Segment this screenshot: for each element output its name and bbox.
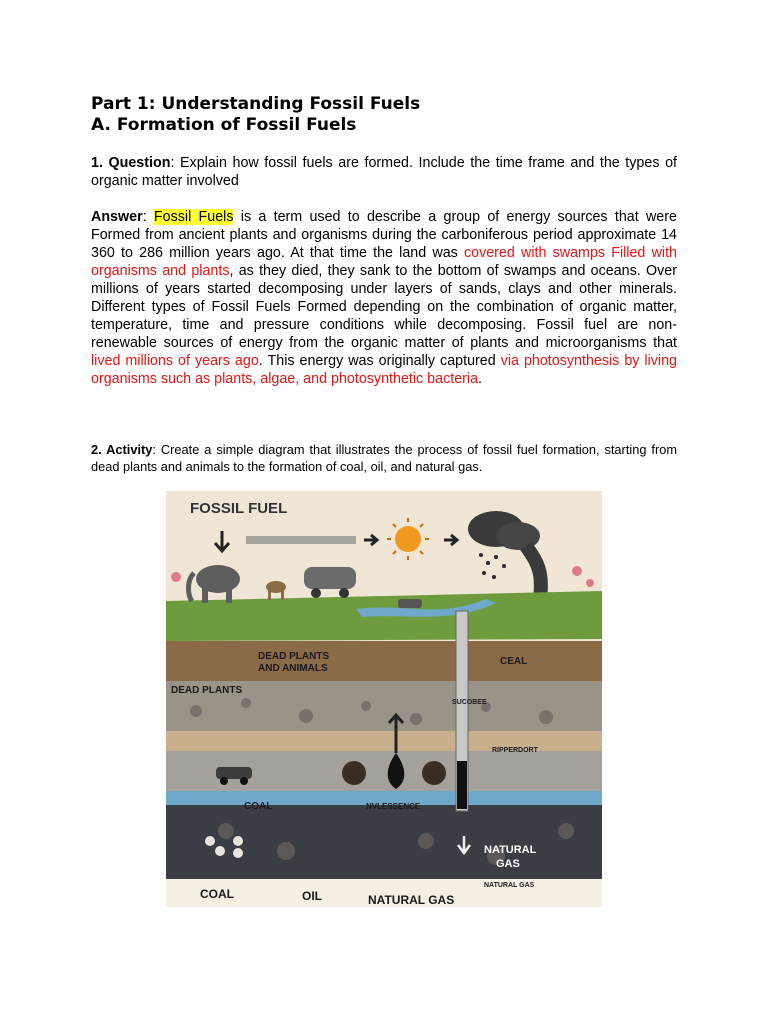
fossil-fuel-diagram [166,491,602,907]
answer-text-3: . This energy was originally captured [258,353,501,369]
label-bottom-oil: OIL [302,889,322,903]
activity-text: : Create a simple diagram that illustrates the process of fossil fuel formation, starting from dead plants and animals to the formation of coal, oil, and natural gas. [91,442,677,474]
dead-plants-animals-layer [166,641,602,681]
answer-sep: : [142,209,154,225]
label-sucobee: SUCOBEE [452,699,487,706]
label-dead-plants-animals-1: DEAD PLANTS [258,651,330,662]
section-heading: A. Formation of Fossil Fuels [91,115,357,135]
car-icon [398,599,422,608]
blurred-arrow-band [246,536,356,544]
label-ceal: CEAL [500,656,528,667]
answer-red-3: via photosynthesis by living organisms such as plants, algae, and photosynthetic bacteria [91,353,677,387]
answer-text-4: . [478,371,483,387]
diagram-title: FOSSIL FUEL [190,500,288,517]
highlighted-term: Fossil Fuels [153,209,234,225]
answer-label: Answer [91,209,143,225]
answer-text-1: is a term used to describe a group of energy sources that were Formed from ancient plants and organisms during the carboniferous period approximate 14 360 to 286 million years ago. At that time the land was [91,209,677,261]
label-natural-gas-small: NATURAL GAS [484,882,535,889]
oil-in-pipe [457,761,467,809]
activity-2 [91,442,677,475]
natural-gas-layer [166,805,602,879]
question-1-label: 1. Question [91,155,171,171]
label-dead-plants-animals-2: AND ANIMALS [258,663,328,674]
label-ripperdort: RIPPERDORT [492,747,538,754]
label-nvlessence: NVLESSENCE [366,802,421,811]
label-natural-gas-2: GAS [496,858,520,870]
label-dead-plants: DEAD PLANTS [171,685,243,696]
question-1-text: : Explain how fossil fuels are formed. Include the time frame and the types of organic matter involved [91,155,677,189]
label-bottom-coal: COAL [200,887,234,901]
answer-red-2: lived millions of years ago [91,353,259,369]
answer-paragraph [91,208,677,388]
answer-text-2: , as they died, they sank to the bottom of swamps and oceans. Over millions of years started decomposing under layers of sands, clays and other minerals. Different types of Fossil Fuels Formed depending on the combination of organic matter, temperature, time and pressure conditions while decomposing. Fossil fuel are non-renewable sources of energy from the organic matter of plants and microorganisms that [91,263,677,351]
label-coal-mid: COAL [244,801,273,812]
question-1 [91,154,677,190]
answer-red-1: covered with swamps Filled with organisms and plants [91,245,677,279]
activity-label: 2. Activity [91,442,153,457]
part-heading: Part 1: Understanding Fossil Fuels [91,94,421,114]
label-bottom-natural-gas: NATURAL GAS [368,893,455,907]
label-natural-gas-1: NATURAL [484,844,537,856]
